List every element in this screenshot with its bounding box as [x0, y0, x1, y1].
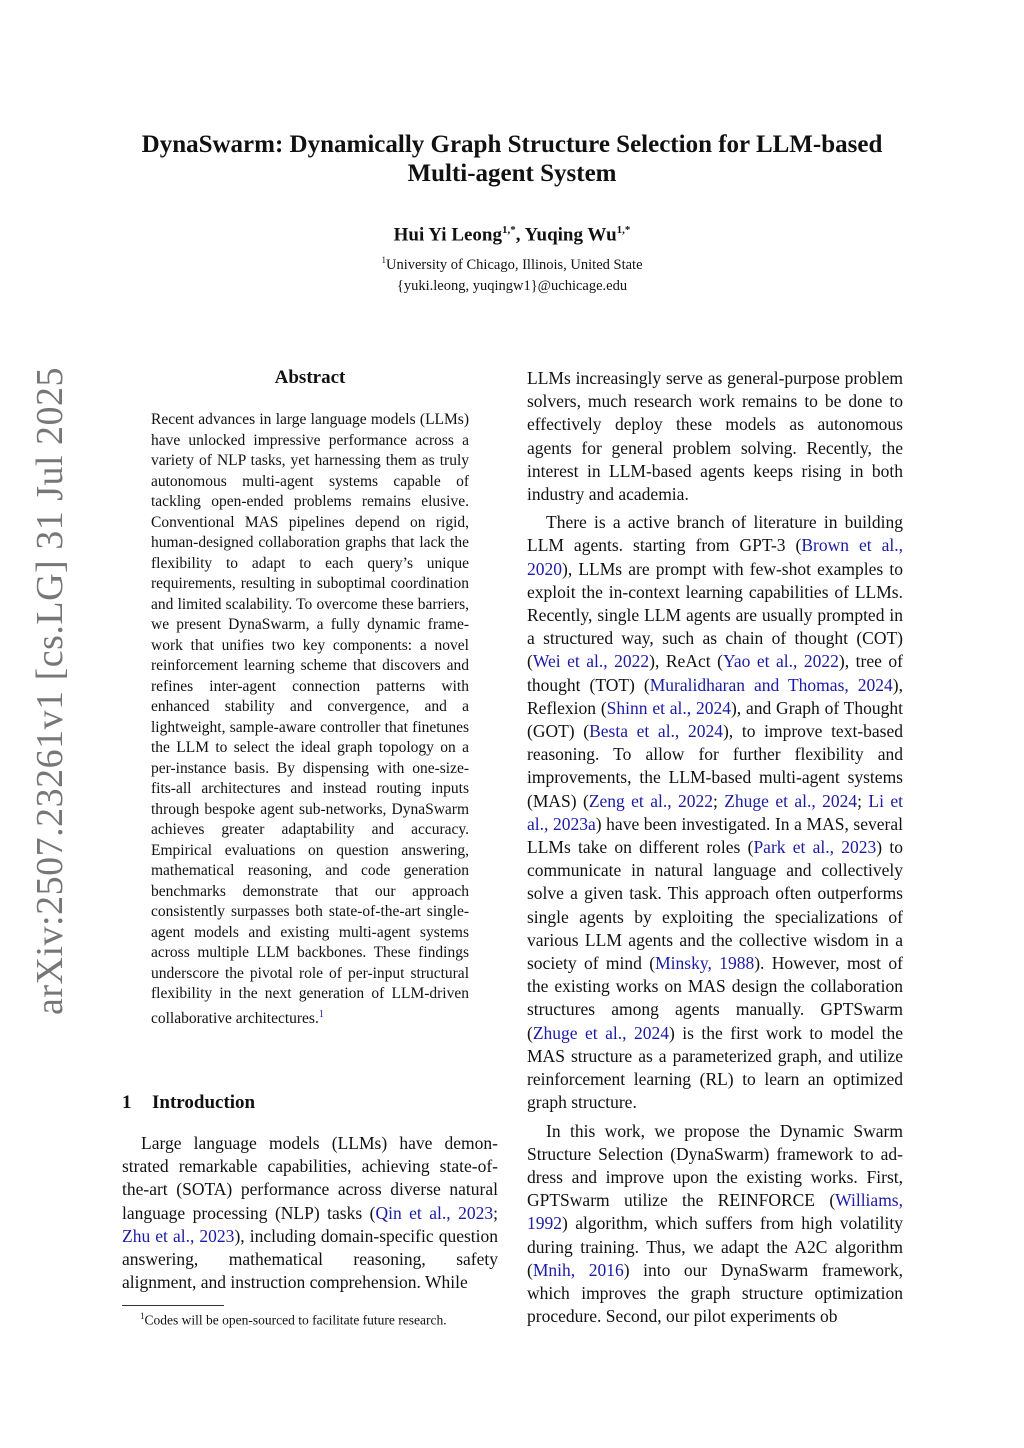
citation-link[interactable]: Minsky, 1988 — [655, 953, 755, 974]
paragraph-text: ; — [493, 1202, 498, 1223]
paragraph-text: ) to communicate in natural language and collectively solve a given task. This approach often outperforms single agents by exploiting the specializations of various LLM agents and the collective wisdom in a society of mind ( — [527, 837, 903, 974]
paragraph-text: ), to improve text-based reasoning. To allow for further flexibility and improvements, the LLM-based multi-agent systems (MAS) ( — [527, 721, 903, 811]
citation-link[interactable]: Yao et al., 2022 — [722, 651, 839, 672]
citation-link[interactable]: Li et al., 2023a — [527, 790, 903, 834]
paragraph-text: There is a active branch of literature in building LLM agents. starting from GPT-3 ( — [527, 512, 903, 556]
abstract-text: Recent advances in large language models (LLMs) have unlocked impressive performance across a variety of NLP tasks, yet harnessing them as truly autonomous multi-agent systems capable of tackling open-ended problems remains elusive. Conventional MAS pipelines depend on rigid, human-designed collaboration graphs that lack the flexibility to adapt to each query’s unique requirements, resulting in suboptimal coordination and limited scalability. To overcome these barriers, we present DynaSwarm, a fully dynamic framework that unifies two key components: a novel reinforcement learning scheme that discovers and refines inter-agent connection patterns with enhanced stability and convergence, and a lightweight, sample-aware controller that finetunes the LLM to select the ideal graph topology on a per-instance basis. By dispensing with one-size-fits-all architectures and instead routing inputs through bespoke agent sub-networks, DynaSwarm achieves greater adaptability and accuracy. Empirical evaluations on question answering, mathematical reasoning, and code generation benchmarks demonstrate that our approach consistently surpasses both state-of-the-art single-agent models and existing multi-agent systems across multiple LLM backbones. These findings underscore the pivotal role of per-input structural flexibility in the next generation of LLM-driven collaborative architectures. — [151, 411, 469, 1027]
arxiv-identifier-sidebar: arXiv:2507.23261v1 [cs.LG] 31 Jul 2025 — [29, 366, 71, 1015]
intro-paragraph — [527, 511, 903, 1114]
author-list — [100, 224, 924, 246]
paragraph-text: Large language models (LLMs) have demonstrated remarkable capabilities, achieving state-of-the-art (SOTA) performance across diverse natural language processing (NLP) tasks ( — [122, 1133, 498, 1223]
citation-link[interactable]: Park et al., 2023 — [753, 837, 877, 858]
intro-paragraph — [122, 1132, 498, 1294]
paragraph-text: ) is the first work to model the MAS structure as a parameterized graph, and utilize reinforcement learning (RL) to learn an optimized graph structure. — [527, 1022, 903, 1113]
affiliation-mark: 1 — [381, 255, 386, 265]
citation-link[interactable]: Zhuge et al., 2024 — [724, 790, 858, 811]
introduction-left-column — [122, 1132, 498, 1299]
paragraph-text: ; — [712, 790, 725, 811]
citation-link[interactable]: Besta et al., 2024 — [589, 721, 723, 742]
affiliation — [100, 255, 924, 274]
paragraph-text: ). However, most of the existing works on MAS design the collaboration structures among agents manually. GPTSwarm ( — [527, 953, 903, 1043]
citation-link[interactable]: Muralidharan and Thomas, 2024 — [649, 674, 893, 695]
intro-paragraph — [527, 1120, 903, 1329]
paragraph-text: ), and Graph of Thought (GOT) ( — [527, 697, 903, 742]
title-line-2: Multi-agent System — [407, 160, 617, 187]
paragraph-text: ) have been investigated. In a MAS, several LLMs take on different roles ( — [527, 813, 903, 858]
citation-link[interactable]: Brown et al., 2020 — [527, 535, 903, 579]
author-affiliation-mark: 1,* — [502, 224, 516, 236]
citation-link[interactable]: Zeng et al., 2022 — [588, 790, 713, 811]
author-separator: , — [515, 224, 525, 246]
author-affiliation-mark: 1,* — [616, 224, 631, 236]
citation-link[interactable]: Williams, 1992 — [527, 1190, 903, 1234]
affiliation-text: University of Chicago, Illinois, United State — [385, 256, 643, 273]
paragraph-text: In this work, we propose the Dynamic Swarm Structure Selection (DynaSwarm) framework to address and improve upon the existing works. First, GPTSwarm utilize the REINFORCE ( — [527, 1120, 903, 1211]
section-heading-introduction — [122, 1092, 255, 1114]
paragraph-text: ) algorithm, which suffers from high volatility during training. Thus, we adapt the A2C algorithm ( — [527, 1213, 903, 1280]
paragraph-text: ), ReAct ( — [649, 651, 723, 672]
abstract-body — [151, 410, 469, 1029]
paragraph-text: ), Reflexion ( — [527, 674, 903, 718]
citation-link[interactable]: Shinn et al., 2024 — [606, 697, 731, 718]
section-number: 1 — [122, 1092, 132, 1113]
author-name: Yuqing Wu — [524, 224, 617, 246]
footnote-divider — [122, 1305, 224, 1306]
citation-link[interactable]: Wei et al., 2022 — [532, 651, 650, 672]
footnote-link[interactable]: 1 — [318, 1008, 324, 1020]
paragraph-text: ), including domain-specific question answering, mathematical reasoning, safety alignment, and instruction comprehension. While — [122, 1225, 499, 1293]
paper-title — [100, 130, 924, 188]
paragraph-text: ), tree of thought (TOT) ( — [527, 651, 903, 695]
paragraph-text: ) into our DynaSwarm framework, which improves the graph structure optimization procedure. Second, our pilot experiments ob — [527, 1259, 903, 1327]
section-title: Introduction — [152, 1092, 256, 1113]
title-line-1: DynaSwarm: Dynamically Graph Structure Selection for LLM-based — [141, 131, 883, 158]
footnote-mark: 1 — [140, 1311, 145, 1321]
right-column — [527, 367, 903, 1333]
citation-link[interactable]: Qin et al., 2023 — [375, 1202, 494, 1223]
author-email: {yuki.leong, yuqingw1}@uchicage.edu — [396, 278, 628, 294]
intro-paragraph: LLMs increasingly serve as general-purpose problem solvers, much research work remains to be done to effectively deploy these models as autonomous agents for general problem solving. Recently, the interest in LLM-based agents keeps rising in both industry and academia. — [527, 368, 903, 505]
author-name: Hui Yi Leong — [393, 224, 502, 246]
abstract-heading: Abstract — [274, 367, 346, 388]
citation-link[interactable]: Zhuge et al., 2024 — [532, 1022, 669, 1043]
paragraph-text: ; — [857, 790, 869, 811]
paragraph-text: ), LLMs are prompt with few-shot examples to exploit the in-context learning capabilities of LLMs. Recently, single LLM agents are usually prompted in a structured way, such as chain of thought (COT) ( — [527, 558, 903, 672]
footnote — [140, 1311, 447, 1329]
footnote-text: Codes will be open-sourced to facilitate future research. — [144, 1312, 447, 1328]
citation-link[interactable]: Mnih, 2016 — [532, 1259, 624, 1280]
citation-link[interactable]: Zhu et al., 2023 — [122, 1225, 235, 1246]
